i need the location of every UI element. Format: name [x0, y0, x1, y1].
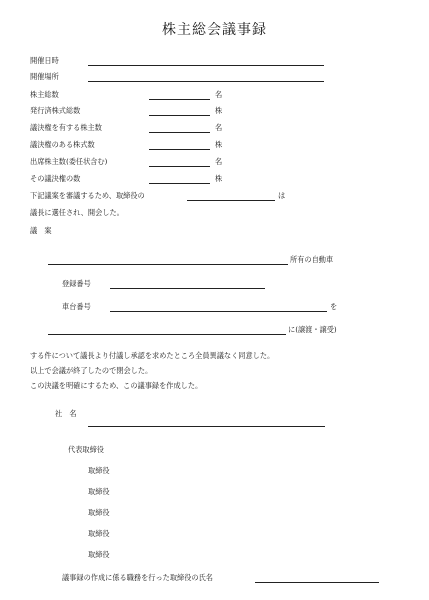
transferee-field-line[interactable] — [48, 334, 286, 335]
director-label: 取締役 — [88, 487, 110, 496]
attending-field-line[interactable] — [149, 166, 210, 167]
company-field-line[interactable] — [88, 426, 325, 427]
voting-shareholders-unit: 名 — [215, 123, 223, 132]
shareholders-label: 株主総数 — [30, 90, 59, 99]
intro-line1-prefix: 下記議案を審議するため、取締役の — [30, 191, 145, 200]
page-title: 株主総会議事録 — [162, 22, 267, 38]
issued-shares-unit: 株 — [215, 106, 223, 115]
voting-shareholders-label: 議決権を有する株主数 — [30, 123, 102, 132]
author-director-field-line[interactable] — [255, 582, 379, 583]
chairman-field-line[interactable] — [187, 200, 275, 201]
chassis-label: 車台番号 — [62, 302, 91, 311]
voting-shareholders-field-line[interactable] — [149, 132, 210, 133]
representative-director-label: 代表取締役 — [68, 445, 104, 454]
issued-shares-field-line[interactable] — [149, 115, 210, 116]
voting-shares-unit: 株 — [215, 140, 223, 149]
voting-shares-field-line[interactable] — [149, 149, 210, 150]
attending-votes-field-line[interactable] — [149, 183, 210, 184]
company-label: 社 名 — [55, 409, 77, 418]
place-label: 開催場所 — [30, 72, 59, 81]
chassis-suffix: を — [330, 302, 338, 311]
vehicle-suffix: 所有の自動車 — [290, 255, 334, 264]
registration-field-line[interactable] — [110, 288, 265, 289]
issued-shares-label: 発行済株式総数 — [30, 106, 81, 115]
intro-line2: 議長に選任され、開会した。 — [30, 208, 124, 217]
voting-shares-label: 議決権のある株式数 — [30, 140, 95, 149]
footer-label: 議事録の作成に係る職務を行った取締役の氏名 — [62, 573, 213, 582]
agenda-label: 議 案 — [30, 226, 52, 235]
attending-votes-label: その議決権の数 — [30, 174, 81, 183]
intro-line1-suffix: は — [278, 191, 286, 200]
closing-line3: この決議を明確にするため、この議事録を作成した。 — [30, 381, 203, 390]
shareholders-field-line[interactable] — [149, 99, 210, 100]
transfer-suffix: に(譲渡・譲受) — [288, 325, 337, 334]
director-label: 取締役 — [88, 550, 110, 559]
closing-line2: 以上で会議が終了したので閉会した。 — [30, 366, 153, 375]
attending-label: 出席株主数(委任状含む) — [30, 157, 108, 166]
shareholders-unit: 名 — [215, 90, 223, 99]
attending-unit: 名 — [215, 157, 223, 166]
date-label: 開催日時 — [30, 56, 59, 65]
date-field-line[interactable] — [88, 65, 324, 66]
place-field-line[interactable] — [88, 81, 324, 82]
director-label: 取締役 — [88, 529, 110, 538]
director-label: 取締役 — [88, 508, 110, 517]
chassis-field-line[interactable] — [110, 311, 327, 312]
owner-field-line[interactable] — [48, 264, 288, 265]
attending-votes-unit: 株 — [215, 174, 223, 183]
registration-label: 登録番号 — [62, 279, 91, 288]
director-label: 取締役 — [88, 466, 110, 475]
closing-line1: する件について議長より付議し承認を求めたところ全員異議なく同意した。 — [30, 351, 275, 360]
